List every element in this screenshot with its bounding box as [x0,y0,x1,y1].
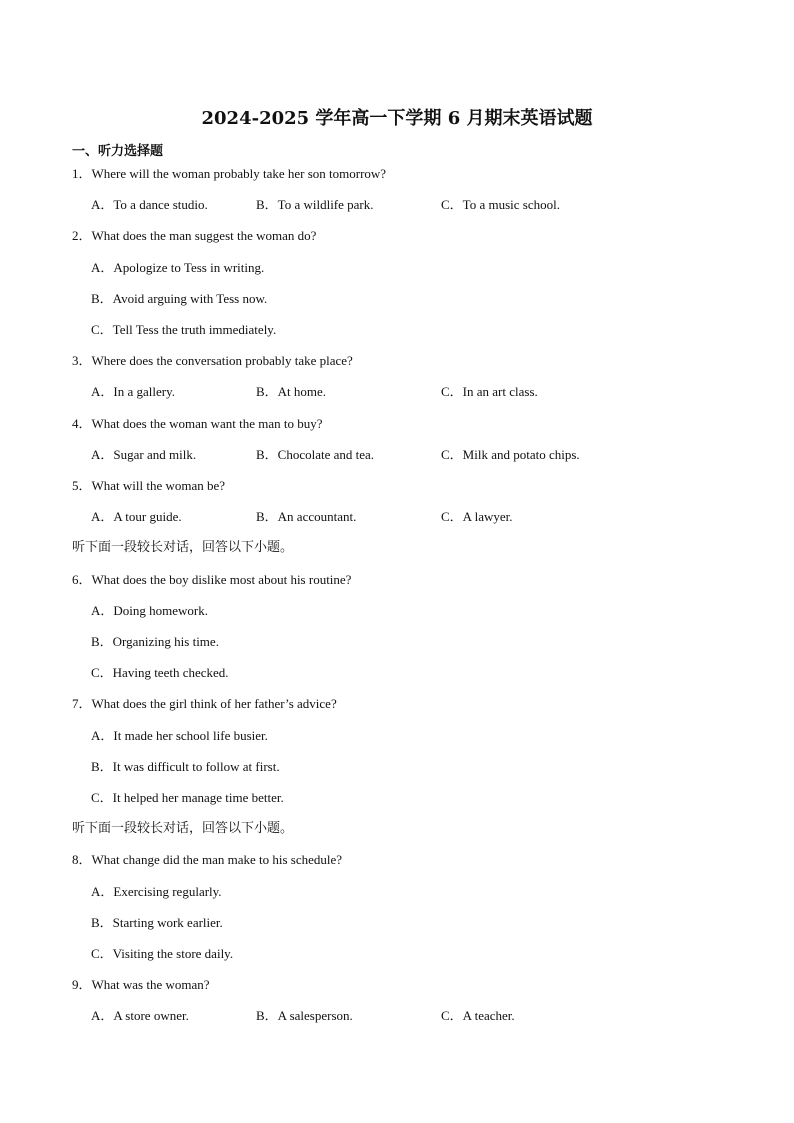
question-2-option-b[interactable]: B．Avoid arguing with Tess now. [91,291,268,306]
question-8-option-a[interactable]: A．Exercising regularly. [91,884,222,899]
question-3-stem: 3．Where does the conversation probably take place? [72,353,353,368]
question-4-option-b[interactable]: B．Chocolate and tea. [256,447,375,462]
question-2-option-c[interactable]: C．Tell Tess the truth immediately. [91,322,277,337]
listening-note: 听下面一段较长对话，回答以下小题。 [72,540,294,555]
section-heading: 一、听力选择题 [72,144,164,159]
question-6-option-c[interactable]: C．Having teeth checked. [91,665,229,680]
question-4-option-a[interactable]: A．Sugar and milk. [91,447,197,462]
question-5-option-b[interactable]: B．An accountant. [256,509,357,524]
question-3-option-a[interactable]: A．In a gallery. [91,384,175,399]
question-9-option-c[interactable]: C．A teacher. [441,1008,515,1023]
question-8-stem: 8．What change did the man make to his schedule? [72,852,343,867]
question-1-stem: 1．Where will the woman probably take her son tomorrow? [72,166,387,181]
question-6-option-b[interactable]: B．Organizing his time. [91,634,219,649]
question-6-option-a[interactable]: A．Doing homework. [91,603,208,618]
question-7-option-b[interactable]: B．It was difficult to follow at first. [91,759,280,774]
listening-note: 听下面一段较长对话，回答以下小题。 [72,821,294,836]
question-9-option-a[interactable]: A．A store owner. [91,1008,189,1023]
question-8-option-b[interactable]: B．Starting work earlier. [91,915,223,930]
question-2-option-a[interactable]: A．Apologize to Tess in writing. [91,260,265,275]
question-1-option-a[interactable]: A．To a dance studio. [91,197,208,212]
question-1-option-b[interactable]: B．To a wildlife park. [256,197,374,212]
question-7-stem: 7．What does the girl think of her father’s advice? [72,696,337,711]
question-4-stem: 4．What does the woman want the man to buy? [72,416,323,431]
question-5-option-a[interactable]: A．A tour guide. [91,509,182,524]
question-1-option-c[interactable]: C．To a music school. [441,197,560,212]
page-title: 2024-2025 学年高一下学期 6 月期末英语试题 [201,108,593,129]
question-3-option-c[interactable]: C．In an art class. [441,384,538,399]
question-5-stem: 5．What will the woman be? [72,478,226,493]
question-9-option-b[interactable]: B．A salesperson. [256,1008,353,1023]
question-4-option-c[interactable]: C．Milk and potato chips. [441,447,580,462]
question-2-stem: 2．What does the man suggest the woman do? [72,228,317,243]
question-7-option-a[interactable]: A．It made her school life busier. [91,728,268,743]
question-6-stem: 6．What does the boy dislike most about his routine? [72,572,352,587]
question-7-option-c[interactable]: C．It helped her manage time better. [91,790,284,805]
question-8-option-c[interactable]: C．Visiting the store daily. [91,946,234,961]
question-9-stem: 9．What was the woman? [72,977,210,992]
question-3-option-b[interactable]: B．At home. [256,384,327,399]
question-5-option-c[interactable]: C．A lawyer. [441,509,513,524]
